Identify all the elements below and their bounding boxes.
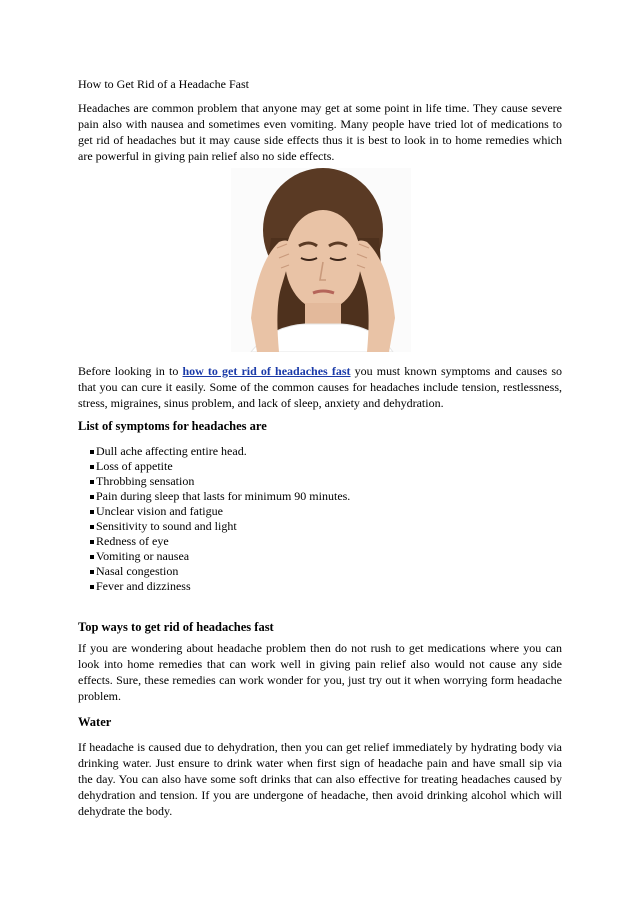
top-ways-heading: Top ways to get rid of headaches fast bbox=[78, 620, 274, 634]
symptom-text: Dull ache affecting entire head. bbox=[96, 444, 247, 458]
symptom-text: Unclear vision and fatigue bbox=[96, 504, 223, 518]
list-item bbox=[78, 489, 350, 504]
square-bullet-icon bbox=[90, 555, 94, 559]
square-bullet-icon bbox=[90, 450, 94, 454]
square-bullet-icon bbox=[90, 510, 94, 514]
list-item bbox=[78, 459, 350, 474]
headache-remedy-link[interactable]: how to get rid of headaches fast bbox=[182, 364, 351, 378]
causes-paragraph bbox=[78, 363, 562, 411]
list-item bbox=[78, 549, 350, 564]
causes-before: Before looking in to bbox=[78, 364, 183, 378]
intro-paragraph: Headaches are common problem that anyone may get at some point in life time. They cause severe pain also with nausea and sometimes even vomiting. Many people have tried lot of medications to get rid of headaches but it may cause side effects thus it is best to look in to home remedies which are powerful in giving pain relief also no side effects. bbox=[78, 101, 562, 163]
symptoms-heading: List of symptoms for headaches are bbox=[78, 419, 267, 433]
symptom-text: Vomiting or nausea bbox=[96, 549, 190, 563]
list-item bbox=[78, 444, 350, 459]
water-paragraph: If headache is caused due to dehydration, then you can get relief immediately by hydrating body via drinking water. Just ensure to drink water when first sign of headache pain and have small sip via the day. You can also have some soft drinks that can also effective for treating headaches caused by dehydration and tension. If you are undergone of headache, then avoid drinking alcohol which will dehydrate the body. bbox=[78, 740, 562, 818]
square-bullet-icon bbox=[90, 465, 94, 469]
square-bullet-icon bbox=[90, 585, 94, 589]
list-item bbox=[78, 564, 350, 579]
water-heading: Water bbox=[78, 715, 112, 729]
square-bullet-icon bbox=[90, 495, 94, 499]
square-bullet-icon bbox=[90, 525, 94, 529]
list-item bbox=[78, 579, 350, 594]
square-bullet-icon bbox=[90, 540, 94, 544]
symptom-text: Pain during sleep that lasts for minimum 90 minutes. bbox=[96, 489, 351, 503]
symptom-text: Fever and dizziness bbox=[96, 579, 191, 593]
list-item bbox=[78, 504, 350, 519]
symptom-text: Nasal congestion bbox=[96, 564, 179, 578]
symptom-text: Sensitivity to sound and light bbox=[96, 519, 237, 533]
headache-woman-photo bbox=[231, 168, 411, 352]
square-bullet-icon bbox=[90, 570, 94, 574]
symptoms-list bbox=[78, 444, 350, 594]
symptom-text: Redness of eye bbox=[96, 534, 169, 548]
list-item bbox=[78, 534, 350, 549]
symptom-text: Loss of appetite bbox=[96, 459, 173, 473]
causes-after: you must known symptoms and causes so that you can cure it easily. Some of the common causes for headaches include tension, restlessness, stress, migraines, sinus problem, and lack of sleep, anxiety and dehydration. bbox=[78, 364, 563, 410]
top-ways-paragraph: If you are wondering about headache problem then do not rush to get medications where you can look into home remedies that can work well in giving pain relief also would not cause any side effects. Sure, these remedies can work wonder for you, just try out it when worrying form headache problem. bbox=[78, 641, 562, 703]
symptom-text: Throbbing sensation bbox=[96, 474, 195, 488]
list-item bbox=[78, 519, 350, 534]
list-item bbox=[78, 474, 350, 489]
square-bullet-icon bbox=[90, 480, 94, 484]
document-title: How to Get Rid of a Headache Fast bbox=[78, 77, 249, 91]
